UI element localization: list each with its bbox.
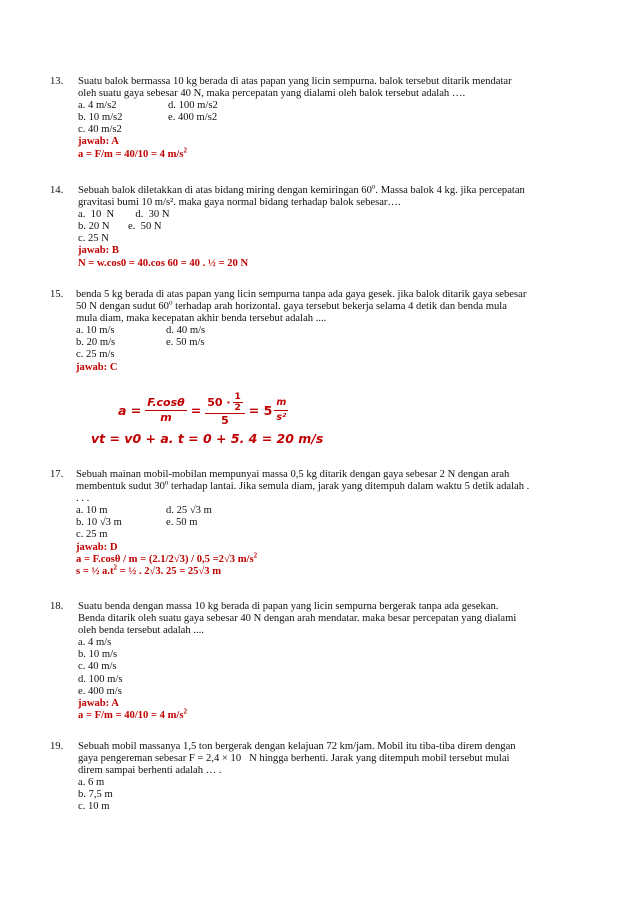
question-text: Sebuah mainan mobil-mobilan mempunyai massa 0,5 kg ditarik dengan gaya sebesar 2 N dengan arah [76, 469, 510, 480]
question-text: direm sampai berhenti adalah … . [78, 765, 222, 777]
option-row [76, 337, 610, 349]
question-number: 15. [50, 289, 64, 300]
option-a: a. 4 m/s2 [78, 100, 117, 112]
question-17 [50, 469, 610, 578]
option-row [78, 100, 610, 112]
option-a: a. 6 m [78, 777, 105, 789]
option-e: e. 400 m/s [78, 685, 122, 697]
option-a: a. 10 m [76, 505, 108, 517]
option-row [78, 112, 610, 124]
option-c: c. 25 N [78, 233, 109, 245]
option-e: e. 50 m/s [166, 337, 205, 349]
option-b: b. 10 m/s [78, 649, 118, 661]
question-text: gaya pengereman sebesar F = 2,4 × 10 N hingga berhenti. Jarak yang ditempuh mobil tersebut mulai [78, 753, 510, 765]
question-text: Sebuah balok diletakkan di atas bidang miring dengan kemiringan 60$^o$. Massa balok 4 kg. jika percepatan [78, 182, 525, 196]
option-row: a. 10 N d. 30 N [78, 209, 170, 221]
answer-label: jawab: B [78, 245, 119, 257]
answer-label: jawab: C [76, 361, 118, 373]
solution: a = F/m = 40/10 = 4 $m/s^2$ [78, 707, 188, 721]
question-text: Sebuah mobil massanya 1,5 ton bergerak dengan kelajuan 72 km/jam. Mobil itu tiba-tiba direm dengan [78, 741, 516, 752]
question-text: Benda ditarik oleh suatu gaya sebesar 40 N dengan arah mendatar. maka besar percepatan yang dialami [78, 613, 517, 625]
option-e: e. 400 m/s2 [168, 112, 218, 124]
option-c: c. 10 m [78, 801, 110, 813]
answer-label: jawab: A [78, 136, 119, 148]
option-c: c. 40 m/s [78, 661, 117, 673]
option-e: e. 50 m [166, 517, 198, 529]
option-a: a. 4 m/s [78, 637, 112, 649]
option-a: a. 10 m/s [76, 325, 115, 337]
option-b: b. 10 √3 m [76, 517, 122, 529]
option-d: d. 25 √3 m [166, 505, 212, 517]
question-text: oleh suatu gaya sebesar 40 N, maka percepatan yang dialami oleh balok tersebut adalah …. [78, 88, 466, 100]
option-d: d. 100 m/s2 [168, 100, 218, 112]
question-text: membentuk sudut 30$^o$ terhadap lantai. Jika semula diam, jarak yang ditempuh dalam waktu 5 detik adalah . [76, 478, 530, 493]
option-c: c. 25 m/s [76, 349, 115, 361]
solution: N = w.cos0 = 40.cos 60 = 40 . ½ = 20 N [78, 257, 249, 269]
question-text: mula diam, maka kecepatan akhir benda tersebut adalah .... [76, 313, 327, 325]
question-number: 17. [50, 469, 64, 480]
option-c: c. 25 m [76, 529, 108, 541]
option-d: d. 100 m/s [78, 673, 123, 685]
question-text: Suatu balok bermassa 10 kg berada di atas papan yang licin sempurna. balok tersebut ditarik mendatar [78, 76, 512, 87]
option-c: c. 40 m/s2 [78, 124, 122, 136]
question-number: 14. [50, 185, 64, 196]
formula-block [91, 392, 324, 447]
option-b: b. 7,5 m [78, 789, 113, 801]
question-number: 19. [50, 741, 64, 752]
question-text: 50 N dengan sudut 60$^o$ terhadap arah horizontal. gaya tersebut bekerja selama 4 detik dan benda mula [76, 298, 507, 313]
question-text: oleh benda tersebut adalah .... [78, 625, 204, 637]
option-row: b. 20 N e. 50 N [78, 221, 162, 233]
option-b: b. 10 m/s2 [78, 112, 123, 124]
question-text: . . . [76, 493, 90, 505]
option-d: d. 40 m/s [166, 325, 206, 337]
question-text: benda 5 kg berada di atas papan yang licin sempurna tanpa ada gaya gesek. jika balok ditarik gaya sebesar [76, 289, 527, 300]
solution-line: s = ½ $a.t^2$ = ½ . 2√3. 25 = 25√3 m [76, 563, 222, 577]
question-18 [50, 601, 610, 722]
option-row [76, 325, 610, 337]
question-number: 13. [50, 76, 64, 87]
formula-acceleration: a = $\frac{F.\cos\theta}{m}$ = 50 · $\frac{1}{2}$ 5 = 5 $\frac{m}{\text{s²}}$ [118, 392, 287, 427]
solution: a = F/m = 40/10 = 4 $m/s^2$ [78, 146, 188, 160]
question-13 [50, 76, 610, 161]
question-19 [50, 741, 610, 814]
question-text: Suatu benda dengan massa 10 kg berada di papan yang licin sempurna bergerak tanpa ada gesekan. [78, 601, 499, 612]
option-row [76, 517, 610, 529]
solution-line: a = F.cosθ / m = (2.1/2√3) / 0,5 =2√3 $m/s^2$ [76, 551, 258, 565]
option-b: b. 20 m/s [76, 337, 116, 349]
answer-label: jawab: D [76, 541, 118, 553]
question-14 [50, 182, 610, 270]
question-15 [50, 289, 610, 374]
question-number: 18. [50, 601, 64, 612]
formula-final-velocity: vt = v0 + a. t = 0 + 5. 4 = 20 m/s [91, 431, 324, 446]
answer-label: jawab: A [78, 697, 119, 709]
question-text: gravitasi bumi 10 m/s². maka gaya normal bidang terhadap balok sebesar…. [78, 197, 401, 209]
option-row [76, 505, 610, 517]
